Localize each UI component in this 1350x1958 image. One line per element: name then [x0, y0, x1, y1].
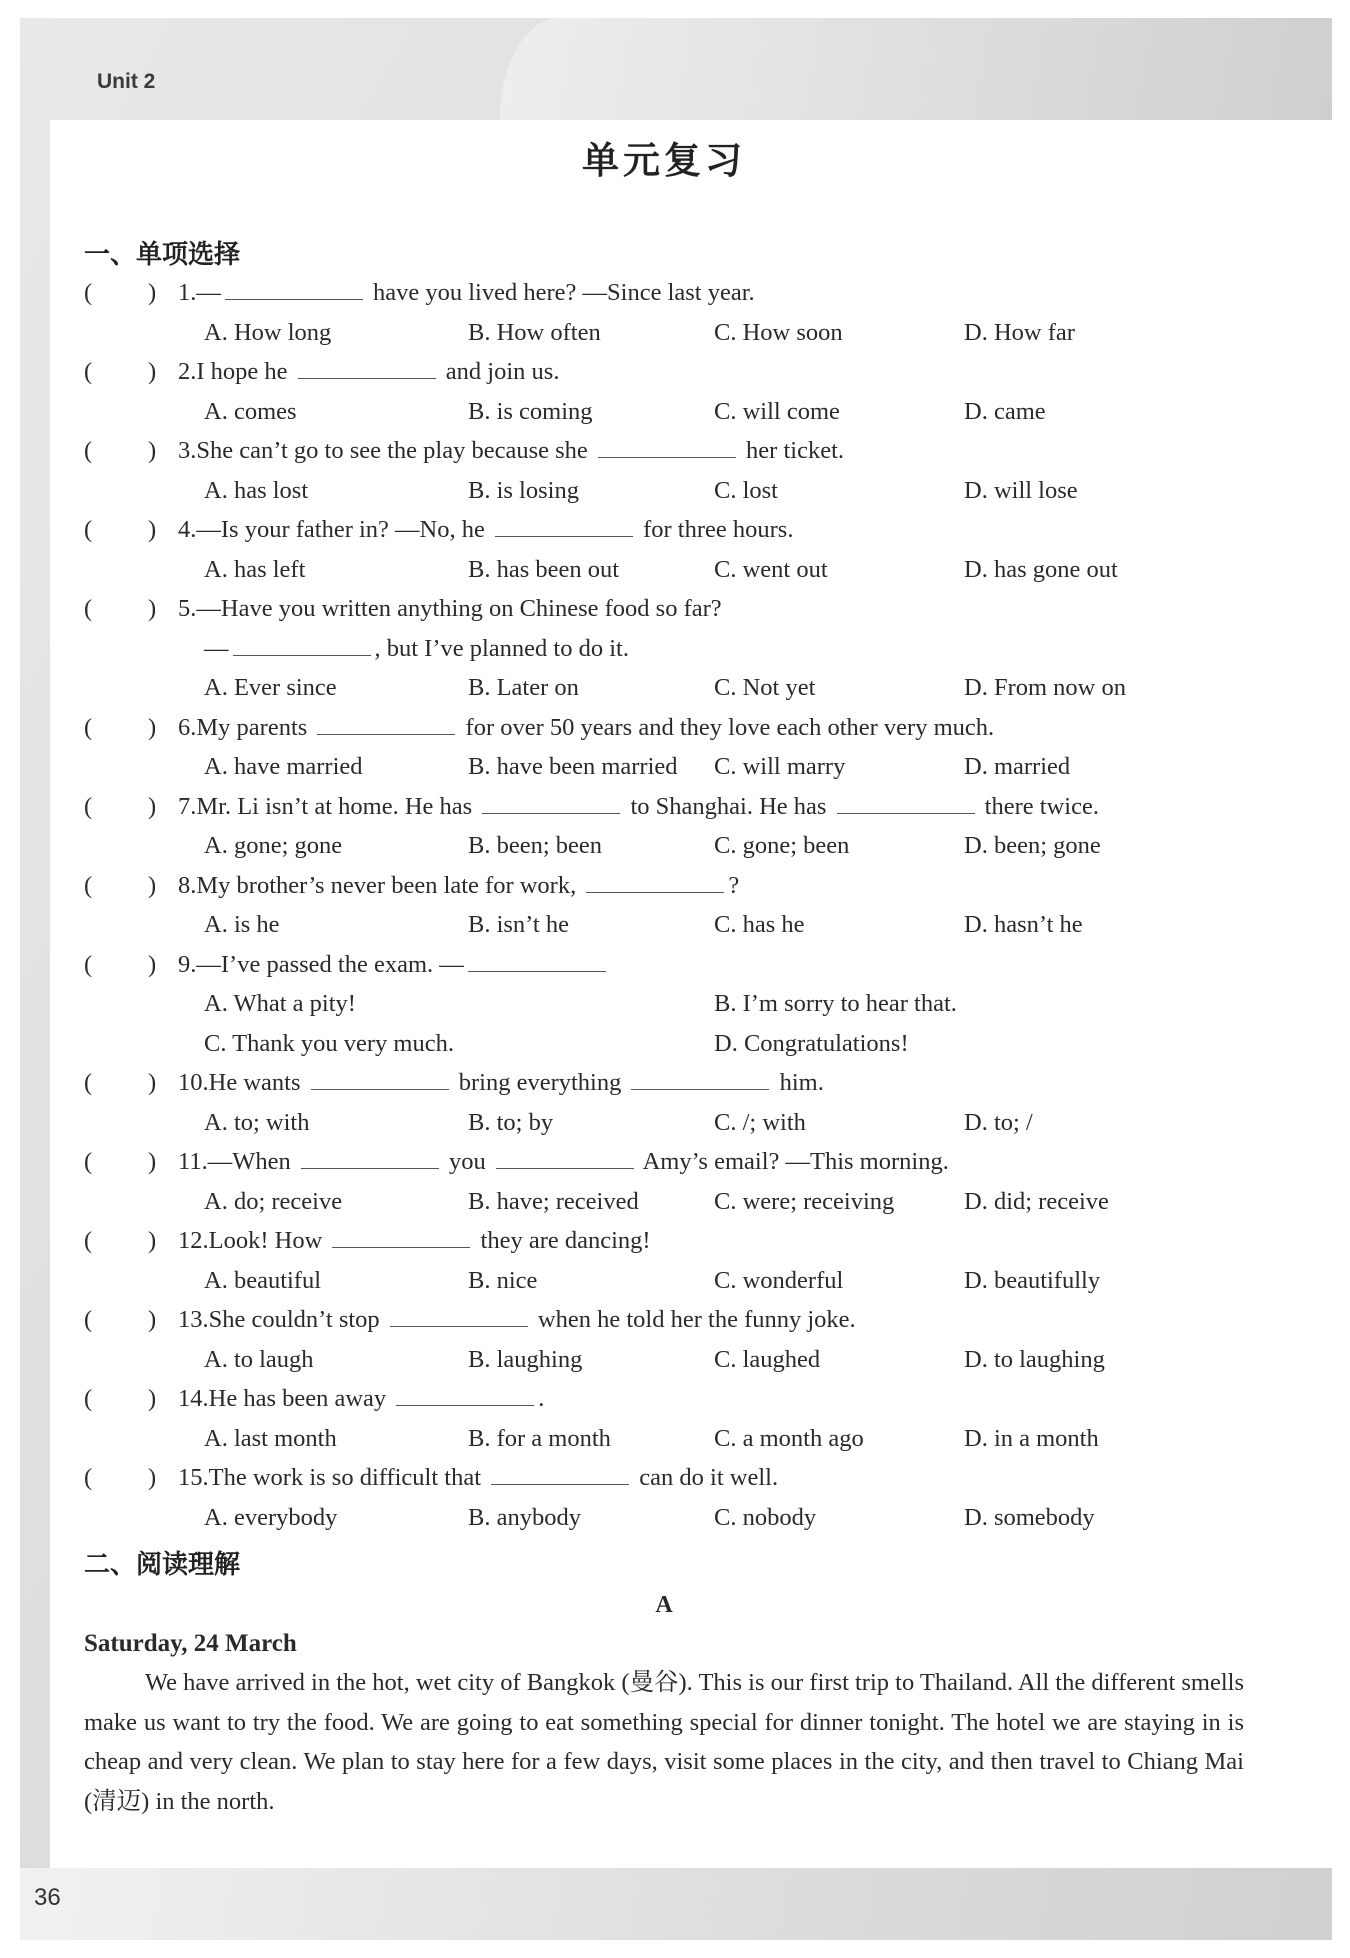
question-stem	[178, 1063, 824, 1103]
answer-bracket-open[interactable]: (	[84, 871, 93, 899]
option-d[interactable]: D. How far	[964, 318, 1075, 346]
option-d[interactable]: D. did; receive	[964, 1187, 1109, 1215]
question-stem	[178, 945, 610, 985]
question-number: 10.	[178, 1069, 209, 1096]
answer-bracket-open[interactable]: (	[84, 1069, 93, 1096]
option-c[interactable]: C. lost	[714, 476, 778, 504]
answer-blank[interactable]	[298, 352, 436, 379]
question-number: 8.	[178, 871, 197, 899]
question-stem	[178, 708, 994, 748]
option-b[interactable]: B. How often	[468, 318, 601, 346]
question-row	[84, 1458, 1244, 1498]
option-d[interactable]: D. hasn’t he	[964, 911, 1083, 938]
answer-bracket-close: )	[148, 437, 157, 464]
option-a[interactable]: A. do; receive	[204, 1187, 343, 1215]
question-text-part: —	[196, 279, 221, 306]
option-c[interactable]: C. went out	[714, 555, 828, 583]
question-text-part: The work is so difficult that	[208, 1464, 488, 1491]
answer-bracket-close: )	[148, 1306, 157, 1333]
answer-bracket-close: )	[148, 358, 157, 385]
answer-bracket-open[interactable]: (	[84, 279, 93, 306]
question-row	[84, 1379, 1244, 1419]
answer-bracket-open[interactable]: (	[84, 792, 93, 820]
question-number: 9.	[178, 950, 197, 978]
answer-bracket-open[interactable]: (	[84, 595, 93, 622]
question-text-part: Mr. Li isn’t at home. He has	[196, 792, 479, 820]
question-stem	[178, 1142, 949, 1182]
question-stem	[178, 273, 755, 313]
options-row	[84, 984, 1244, 1024]
question-row	[84, 589, 1244, 629]
answer-bracket-close: )	[148, 1227, 157, 1254]
question-text-part: I hope he	[196, 358, 294, 385]
options-row	[84, 1103, 1244, 1143]
question-text-part: He wants	[208, 1069, 307, 1096]
answer-blank[interactable]	[390, 1300, 528, 1327]
section-heading-reading: 二、阅读理解	[84, 1550, 241, 1580]
question-stem	[178, 866, 739, 906]
question-number: 5.	[178, 595, 197, 622]
question-number: 6.	[178, 713, 197, 741]
option-a[interactable]: A. is he	[204, 911, 280, 938]
worksheet	[84, 130, 1244, 1821]
question-row-continued	[84, 629, 1244, 669]
options-row	[84, 1340, 1244, 1380]
question-row	[84, 787, 1244, 827]
answer-bracket-close: )	[148, 792, 157, 820]
option-d[interactable]: D. From now on	[964, 674, 1126, 701]
question-text-part: when he told her the funny joke.	[531, 1306, 856, 1333]
option-d[interactable]: D. been; gone	[964, 832, 1101, 859]
option-c[interactable]: C. wonderful	[714, 1266, 844, 1294]
option-c[interactable]: C. has he	[714, 911, 805, 938]
question-row	[84, 708, 1244, 748]
question-text-part: —	[204, 634, 229, 662]
answer-bracket-open[interactable]: (	[84, 1148, 93, 1175]
option-d[interactable]: D. to; /	[964, 1108, 1033, 1136]
question-text-part: —Is your father in? —No, he	[196, 516, 491, 543]
answer-bracket-close: )	[148, 1464, 157, 1491]
question-text-part: you	[442, 1148, 492, 1175]
answer-blank[interactable]	[837, 787, 975, 814]
answer-bracket-open[interactable]: (	[84, 950, 93, 978]
option-a[interactable]: A. Ever since	[204, 674, 337, 701]
option-d[interactable]: D. in a month	[964, 1424, 1099, 1452]
answer-bracket-open[interactable]: (	[84, 1385, 93, 1412]
question-text-part: My parents	[196, 713, 314, 741]
question-row	[84, 273, 1244, 313]
question-stem	[178, 510, 793, 550]
option-b[interactable]: B. for a month	[468, 1424, 611, 1452]
option-d[interactable]: D. to laughing	[964, 1345, 1105, 1373]
answer-bracket-close: )	[148, 1385, 157, 1412]
option-a[interactable]: A. How long	[204, 318, 332, 346]
question-number: 3.	[178, 437, 197, 464]
question-number: 7.	[178, 792, 197, 820]
section-heading-multiple-choice: 一、单项选择	[84, 240, 241, 270]
page-title: 单元复习	[582, 139, 746, 182]
option-b[interactable]: B. isn’t he	[468, 911, 569, 938]
option-a[interactable]: A. gone; gone	[204, 832, 343, 859]
answer-bracket-close: )	[148, 595, 157, 622]
option-c[interactable]: C. Thank you very much.	[204, 1029, 454, 1057]
option-a[interactable]: A. beautiful	[204, 1266, 322, 1294]
option-a[interactable]: A. to laugh	[204, 1345, 314, 1373]
question-text-part: She can’t go to see the play because she	[196, 437, 594, 464]
answer-bracket-close: )	[148, 516, 157, 543]
option-a[interactable]: A. last month	[204, 1424, 337, 1452]
option-a[interactable]: A. comes	[204, 397, 297, 425]
question-stem	[178, 352, 559, 392]
options-row	[84, 1182, 1244, 1222]
option-d[interactable]: D. beautifully	[964, 1266, 1101, 1294]
question-text-part: and join us.	[439, 358, 560, 385]
answer-blank[interactable]	[631, 1063, 769, 1090]
question-stem	[178, 431, 844, 471]
answer-blank[interactable]	[396, 1379, 534, 1406]
question-text-part: Amy’s email? —This morning.	[637, 1148, 949, 1175]
option-b[interactable]: B. laughing	[468, 1345, 583, 1373]
options-row	[84, 313, 1244, 353]
answer-blank[interactable]	[491, 1458, 629, 1485]
question-row	[84, 431, 1244, 471]
answer-blank[interactable]	[332, 1221, 470, 1248]
option-b[interactable]: B. have been married	[468, 753, 678, 780]
question-text-part: .	[538, 1385, 545, 1412]
answer-bracket-close: )	[148, 1148, 157, 1175]
question-text-part: Look! How	[208, 1227, 329, 1254]
options-row	[84, 747, 1244, 787]
option-a[interactable]: A. has lost	[204, 476, 309, 504]
question-number: 1.	[178, 279, 197, 306]
option-c[interactable]: C. a month ago	[714, 1424, 864, 1452]
option-a[interactable]: A. What a pity!	[204, 990, 356, 1017]
option-a[interactable]: A. everybody	[204, 1503, 338, 1531]
answer-blank[interactable]	[495, 510, 633, 537]
answer-blank[interactable]	[586, 866, 724, 893]
question-stem	[178, 1458, 778, 1498]
question-text-part: her ticket.	[739, 437, 844, 464]
passage-body: We have arrived in the hot, wet city of Bangkok (曼谷). This is our first trip to Thailand. All the different smells make us want to try the food. We are going to eat something special for dinner tonight. The hotel we are staying in is cheap and very clean. We plan to stay here for a few days, visit some places in the city, and then travel to Chiang Mai (清迈) in the north.	[84, 1669, 1244, 1815]
question-text-part: My brother’s never been late for work,	[196, 871, 583, 899]
question-text-part: , but I’ve planned to do it.	[374, 634, 629, 662]
question-text-part: ?	[728, 871, 740, 899]
question-row	[84, 352, 1244, 392]
options-row	[84, 1498, 1244, 1538]
question-text-part: can do it well.	[633, 1464, 779, 1491]
answer-bracket-close: )	[148, 713, 157, 741]
option-b[interactable]: B. nice	[468, 1266, 538, 1294]
question-list	[84, 273, 1244, 1537]
question-text-part: they are dancing!	[474, 1227, 651, 1254]
option-c[interactable]: C. Not yet	[714, 674, 816, 701]
options-row	[84, 1261, 1244, 1301]
question-number: 4.	[178, 516, 197, 543]
answer-blank[interactable]	[482, 787, 620, 814]
answer-blank[interactable]	[225, 273, 363, 300]
answer-blank[interactable]	[311, 1063, 449, 1090]
answer-bracket-open[interactable]: (	[84, 437, 93, 464]
question-stem	[178, 1221, 651, 1261]
option-b[interactable]: B. I’m sorry to hear that.	[714, 990, 957, 1017]
options-row	[84, 1419, 1244, 1459]
question-text-part: him.	[773, 1069, 824, 1096]
page-number: 36	[34, 1884, 61, 1911]
options-row	[84, 550, 1244, 590]
option-a[interactable]: A. to; with	[204, 1108, 310, 1136]
passage-date: Saturday, 24 March	[84, 1630, 297, 1657]
question-text-part: for over 50 years and they love each other very much.	[459, 713, 995, 741]
option-b[interactable]: B. Later on	[468, 674, 579, 701]
answer-blank[interactable]	[317, 708, 455, 735]
question-text-part: —When	[207, 1148, 297, 1175]
option-c[interactable]: C. laughed	[714, 1345, 821, 1373]
option-d[interactable]: D. came	[964, 397, 1046, 425]
option-d[interactable]: D. has gone out	[964, 555, 1118, 583]
option-a[interactable]: A. has left	[204, 555, 306, 583]
answer-blank[interactable]	[233, 629, 371, 656]
question-text-part: bring everything	[452, 1069, 628, 1096]
passage-letter: A	[655, 1592, 673, 1618]
question-row	[84, 1063, 1244, 1103]
options-row	[84, 668, 1244, 708]
question-text-part: there twice.	[978, 792, 1099, 820]
question-row	[84, 1300, 1244, 1340]
answer-bracket-open[interactable]: (	[84, 1227, 93, 1254]
question-number: 2.	[178, 358, 197, 385]
options-row	[84, 1024, 1244, 1064]
option-b[interactable]: B. been; been	[468, 832, 603, 859]
question-row	[84, 945, 1244, 985]
answer-blank[interactable]	[468, 945, 606, 972]
question-number: 12.	[178, 1227, 209, 1254]
option-c[interactable]: C. nobody	[714, 1503, 817, 1531]
answer-bracket-close: )	[148, 871, 157, 899]
question-number: 15.	[178, 1464, 209, 1491]
option-b[interactable]: B. have; received	[468, 1187, 639, 1215]
answer-bracket-open[interactable]: (	[84, 516, 93, 543]
answer-bracket-close: )	[148, 950, 157, 978]
question-row	[84, 1142, 1244, 1182]
option-b[interactable]: B. to; by	[468, 1108, 554, 1136]
answer-blank[interactable]	[301, 1142, 439, 1169]
question-number: 11.	[178, 1148, 208, 1175]
option-c[interactable]: C. were; receiving	[714, 1187, 895, 1215]
option-b[interactable]: B. has been out	[468, 555, 620, 583]
answer-blank[interactable]	[598, 431, 736, 458]
question-stem	[178, 1300, 856, 1340]
question-text-part: —Have you written anything on Chinese food so far?	[196, 595, 722, 622]
answer-bracket-open[interactable]: (	[84, 358, 93, 385]
question-stem-continued	[204, 629, 629, 669]
answer-bracket-close: )	[148, 1069, 157, 1096]
options-row	[84, 905, 1244, 945]
options-row	[84, 392, 1244, 432]
option-d[interactable]: D. Congratulations!	[714, 1029, 909, 1057]
question-text-part: for three hours.	[636, 516, 794, 543]
question-text-part: to Shanghai. He has	[624, 792, 833, 820]
answer-bracket-close: )	[148, 279, 157, 306]
footer-band	[20, 1868, 1332, 1940]
option-d[interactable]: D. will lose	[964, 476, 1078, 504]
question-stem	[178, 787, 1099, 827]
option-c[interactable]: C. /; with	[714, 1108, 806, 1136]
option-c[interactable]: C. will come	[714, 397, 840, 425]
option-d[interactable]: D. somebody	[964, 1503, 1095, 1531]
answer-blank[interactable]	[496, 1142, 634, 1169]
question-text-part: She couldn’t stop	[208, 1306, 386, 1333]
question-row	[84, 510, 1244, 550]
option-b[interactable]: B. is coming	[468, 397, 593, 425]
option-a[interactable]: A. have married	[204, 753, 363, 780]
question-number: 14.	[178, 1385, 209, 1412]
question-number: 13.	[178, 1306, 209, 1333]
answer-bracket-open[interactable]: (	[84, 1306, 93, 1333]
question-stem	[178, 1379, 544, 1419]
option-c[interactable]: C. gone; been	[714, 832, 850, 859]
unit-label: Unit 2	[97, 70, 156, 93]
option-b[interactable]: B. is losing	[468, 476, 579, 504]
options-row	[84, 471, 1244, 511]
option-b[interactable]: B. anybody	[468, 1503, 581, 1531]
answer-bracket-open[interactable]: (	[84, 1464, 93, 1491]
option-c[interactable]: C. How soon	[714, 318, 843, 346]
question-text-part: —I’ve passed the exam. —	[196, 950, 464, 978]
header-band	[500, 18, 1332, 120]
option-c[interactable]: C. will marry	[714, 753, 846, 780]
question-text-part: have you lived here? —Since last year.	[366, 279, 755, 306]
answer-bracket-open[interactable]: (	[84, 713, 93, 741]
question-row	[84, 866, 1244, 906]
options-row	[84, 826, 1244, 866]
question-row	[84, 1221, 1244, 1261]
question-stem	[178, 589, 722, 629]
option-d[interactable]: D. married	[964, 753, 1071, 780]
question-text-part: He has been away	[208, 1385, 393, 1412]
